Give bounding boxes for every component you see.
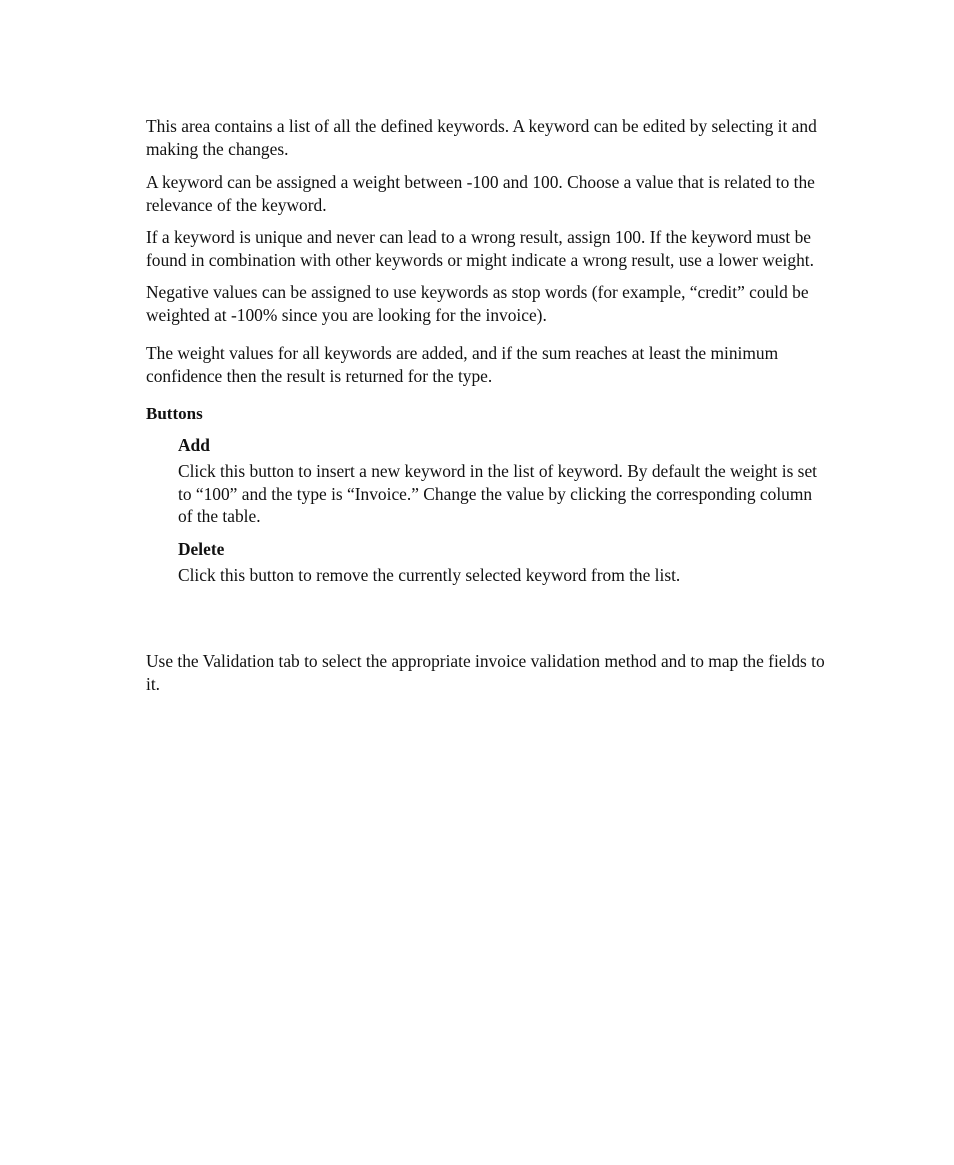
delete-button-description: Click this button to remove the currently selected keyword from the list.	[178, 564, 681, 585]
intro-paragraph: This area contains a list of all the defined keywords. A keyword can be edited by selecting it and making the changes.	[146, 116, 817, 159]
delete-button-title: Delete	[178, 538, 225, 559]
weight-range-paragraph: A keyword can be assigned a weight between -100 and 100. Choose a value that is related to the relevance of the keyword.	[146, 172, 815, 215]
add-button-description: Click this button to insert a new keyword in the list of keyword. By default the weight is set to “100” and the type is “Invoice.” Change the value by clicking the corresponding column of the table.	[178, 461, 818, 526]
add-button-title: Add	[178, 435, 210, 455]
buttons-heading: Buttons	[146, 404, 203, 423]
delete-button-entry	[178, 538, 826, 587]
add-button-entry	[178, 434, 826, 528]
unique-keyword-paragraph: If a keyword is unique and never can lead to a wrong result, assign 100. If the keyword must be found in combination with other keywords or might indicate a wrong result, use a lower weight.	[146, 227, 814, 270]
validation-tab-paragraph: Use the Validation tab to select the appropriate invoice validation method and to map the fields to it.	[146, 651, 825, 694]
negative-values-paragraph: Negative values can be assigned to use keywords as stop words (for example, “credit” could be weighted at -100% since you are looking for the invoice).	[146, 282, 809, 325]
document-page	[146, 115, 826, 695]
weight-sum-paragraph: The weight values for all keywords are added, and if the sum reaches at least the minimum confidence then the result is returned for the type.	[146, 343, 779, 386]
